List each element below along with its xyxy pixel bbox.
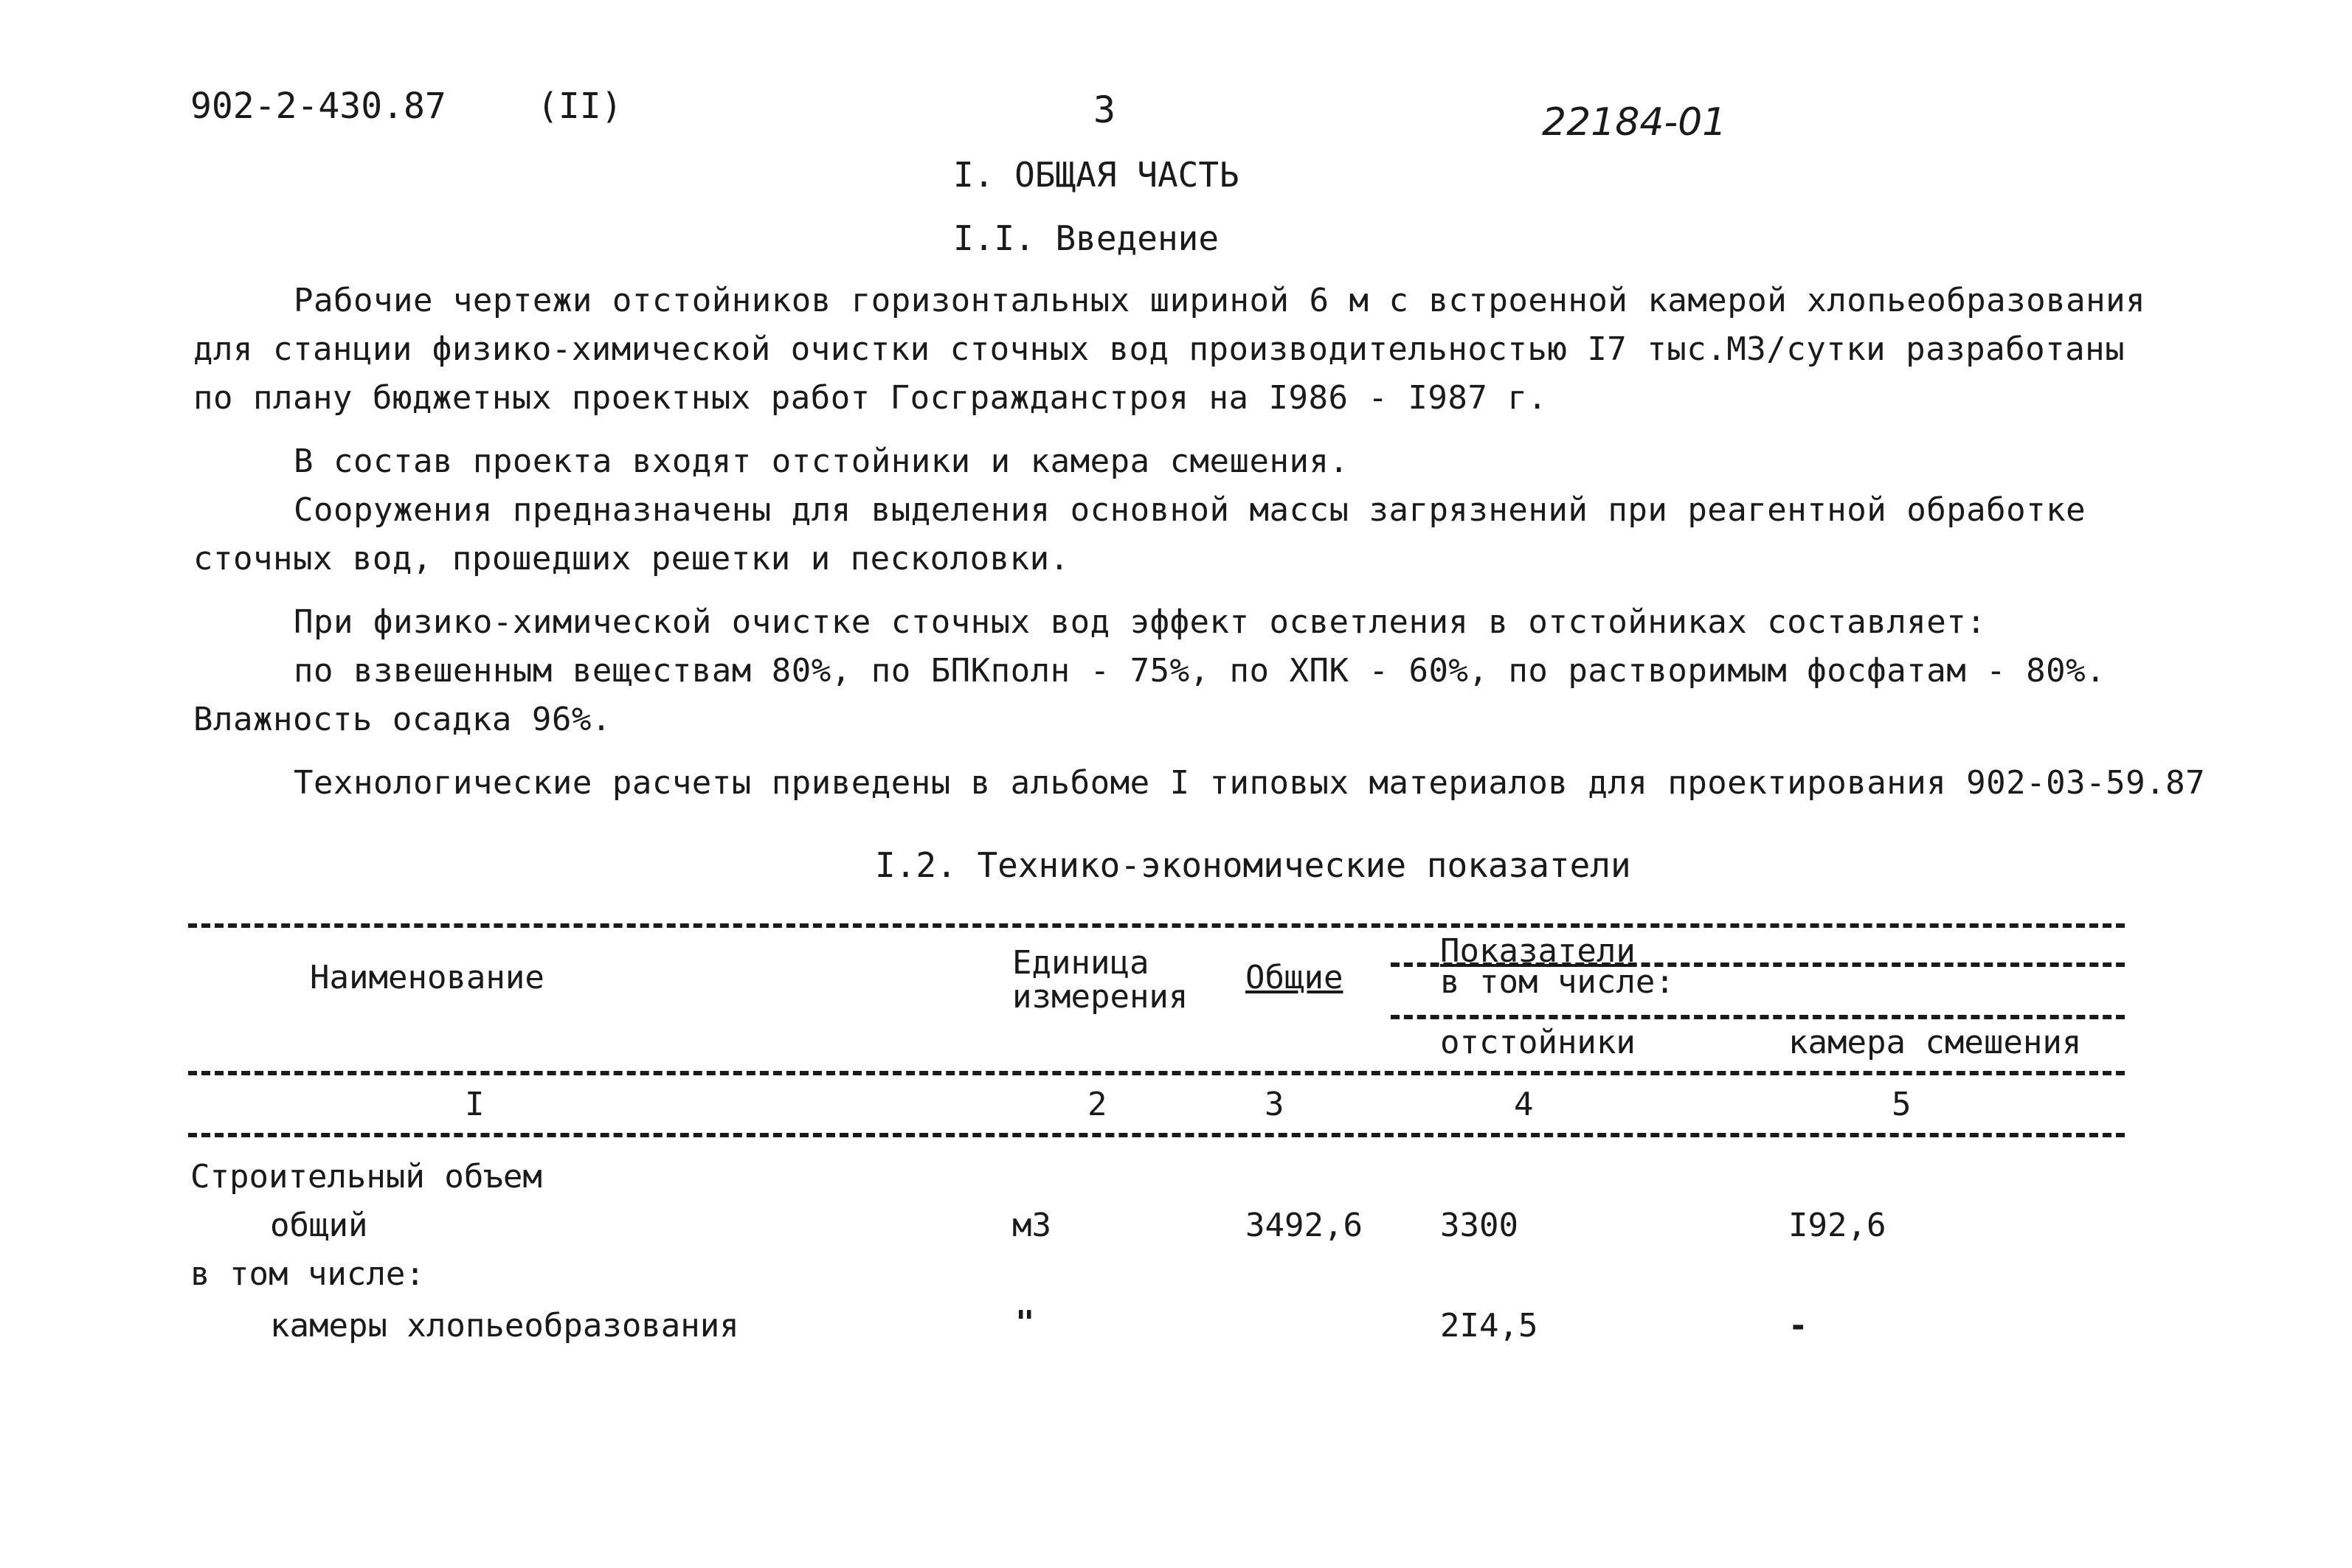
paragraph-3-line-1: Сооружения предназначены для выделения основной массы загрязнений при реагентной обработке: [294, 491, 2086, 529]
paragraph-3-line-2: сточных вод, прошедших решетки и песколовки.: [193, 540, 1070, 577]
header-including: в том числе:: [1440, 963, 1675, 1001]
column-numbers-rule: [188, 1133, 2125, 1137]
paragraph-5: Технологические расчеты приведены в альбоме I типовых материалов для проектирования 902-03-59.87: [294, 764, 2206, 802]
header-total: Общие: [1245, 959, 1343, 996]
table-row-2-name: общий: [270, 1207, 368, 1244]
paragraph-1-line-3: по плану бюджетных проектных работ Госгражданстроя на I986 - I987 г.: [193, 379, 1548, 417]
table-title: I.2. Технико-экономические показатели: [875, 845, 1631, 885]
header-bottom-rule: [188, 1071, 2125, 1075]
paragraph-1-line-1: Рабочие чертежи отстойников горизонтальных шириной 6 м с встроенной камерой хлопьеобразования: [294, 282, 2146, 319]
table-row-4-settlers: 2I4,5: [1440, 1307, 1538, 1345]
document-number: 902-2-430.87: [190, 86, 446, 127]
table-row-4-chamber: -: [1788, 1307, 1808, 1345]
column-number-4: 4: [1514, 1086, 1534, 1123]
header-name: Наименование: [310, 959, 544, 996]
paragraph-2: В состав проекта входят отстойники и камера смешения.: [294, 443, 1349, 480]
section-subtitle: I.I. Введение: [953, 218, 1220, 258]
page-number: 3: [1093, 89, 1116, 131]
header-indicators: Показатели: [1440, 932, 1636, 970]
column-number-3: 3: [1265, 1086, 1284, 1123]
table-row-1-name: Строительный объем: [190, 1158, 542, 1196]
column-number-2: 2: [1087, 1086, 1107, 1123]
table-row-2-unit: м3: [1012, 1207, 1051, 1244]
paragraph-4-line-1: При физико-химической очистке сточных вод эффект осветления в отстойниках составляет:: [294, 603, 1987, 641]
table-top-rule: [188, 923, 2125, 928]
paragraph-4-line-2: по взвешенным веществам 80%, по БПКполн - 75%, по ХПК - 60%, по растворимым фосфатам - 80%.: [294, 652, 2106, 690]
table-row-2-chamber: I92,6: [1788, 1207, 1886, 1244]
handwritten-number: 22184-01: [1542, 100, 1727, 145]
header-mixing-chamber: камера смешения: [1788, 1024, 2082, 1061]
header-unit-line-1: Единица: [1012, 944, 1149, 982]
table-row-3-name: в том числе:: [190, 1255, 425, 1293]
table-row-2-settlers: 3300: [1440, 1207, 1518, 1244]
header-subcolumns-rule: [1391, 1015, 2125, 1019]
header-settlers: отстойники: [1440, 1024, 1636, 1061]
paragraph-1-line-2: для станции физико-химической очистки сточных вод производительностью I7 тыс.М3/сутки разработаны: [193, 330, 2126, 368]
table-row-4-name: камеры хлопьеобразования: [270, 1307, 739, 1345]
column-number-1: I: [465, 1086, 485, 1123]
column-number-5: 5: [1892, 1086, 1912, 1123]
header-unit-line-2: измерения: [1012, 978, 1189, 1016]
table-row-2-total: 3492,6: [1245, 1207, 1363, 1244]
table-row-4-unit: ": [1015, 1304, 1035, 1342]
paragraph-4-line-3: Влажность осадка 96%.: [193, 701, 612, 738]
album-mark: (II): [537, 86, 623, 127]
section-title: I. ОБЩАЯ ЧАСТЬ: [953, 155, 1239, 195]
